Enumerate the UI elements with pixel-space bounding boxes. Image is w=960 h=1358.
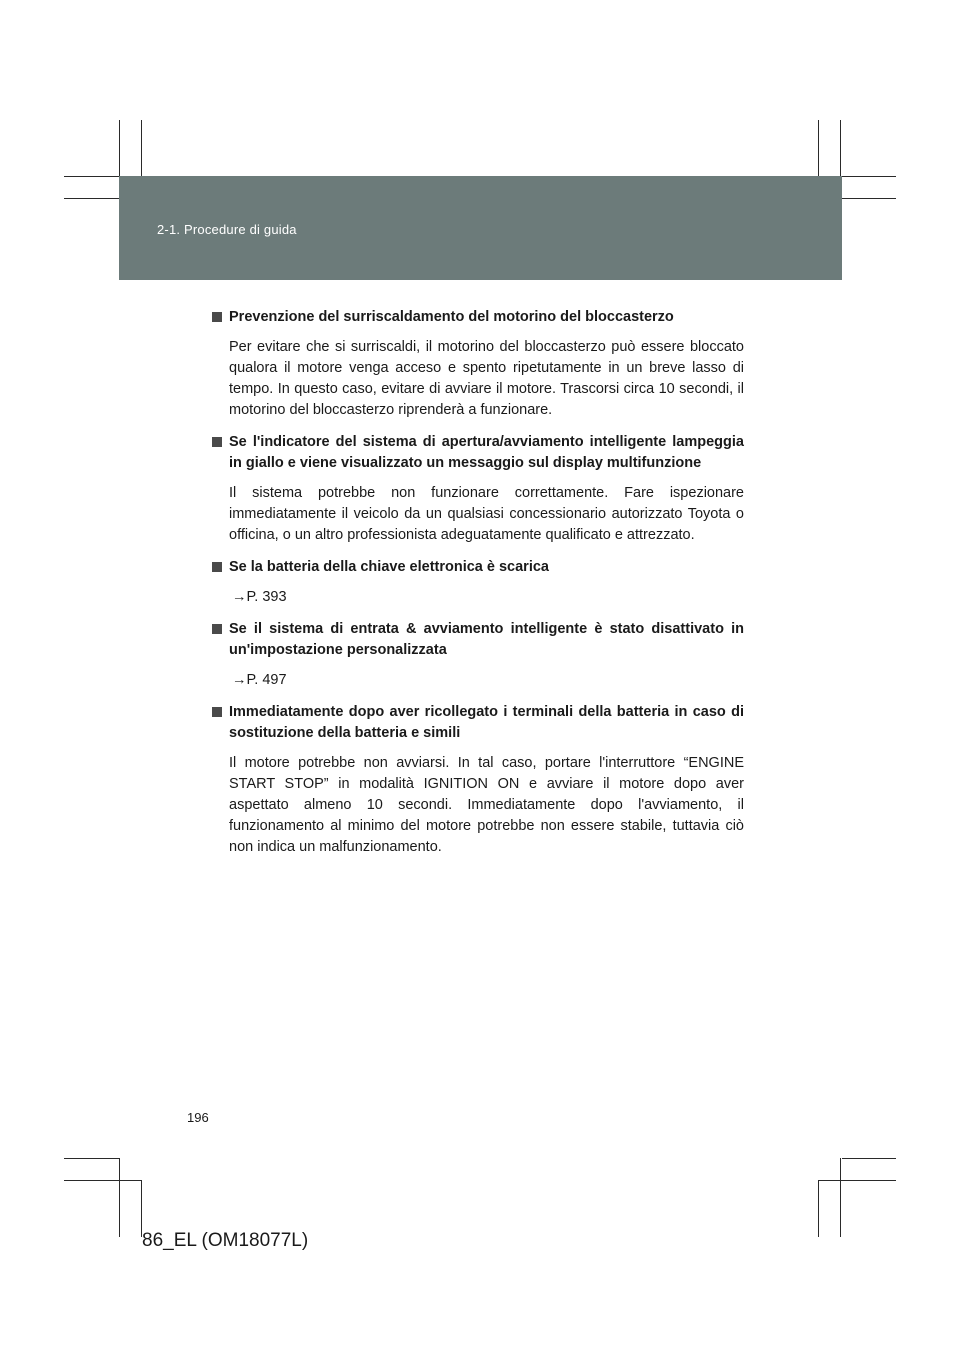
crop-mark <box>64 1180 141 1181</box>
crop-mark <box>64 198 119 199</box>
crop-mark <box>141 1180 142 1237</box>
section-title: 2-1. Procedure di guida <box>157 222 297 237</box>
page-reference: →P. 497 <box>232 672 287 688</box>
document-code: 86_EL (OM18077L) <box>142 1230 309 1251</box>
note-heading: Se l'indicatore del sistema di apertura/avviamento intelligente lampeggia in giallo e viene visualizzato un messaggio sul display multifunzione <box>212 432 744 474</box>
note-body: Per evitare che si surriscaldi, il motorino del bloccasterzo può essere bloccato qualora il motore venga acceso e spento ripetutamente in un breve lasso di tempo. In questo caso, evitare di avviare il motore. Trascorsi circa 10 secondi, il motorino del bloccasterzo riprenderà a funzionare. <box>229 339 744 418</box>
note-section <box>212 557 744 608</box>
note-body: Il sistema potrebbe non funzionare correttamente. Fare ispezionare immediatamente il veicolo da un qualsiasi concessionario autorizzato Toyota o officina, o un altro professionista adeguatamente qualificato e attrezzato. <box>229 485 744 543</box>
crop-mark <box>818 1180 819 1237</box>
page-number: 196 <box>187 1110 209 1125</box>
page-content <box>212 307 744 869</box>
crop-mark <box>842 176 896 177</box>
crop-mark <box>64 176 119 177</box>
note-heading: Se il sistema di entrata & avviamento intelligente è stato disattivato in un'impostazione personalizzata <box>212 619 744 661</box>
page-reference: →P. 393 <box>232 589 287 605</box>
crop-mark <box>840 1158 841 1237</box>
square-bullet-icon <box>212 624 222 634</box>
square-bullet-icon <box>212 437 222 447</box>
crop-mark <box>141 120 142 176</box>
crop-mark <box>818 1180 896 1181</box>
header-band <box>119 176 842 280</box>
crop-mark <box>840 120 841 176</box>
note-heading: Immediatamente dopo aver ricollegato i terminali della batteria in caso di sostituzione della batteria e simili <box>212 702 744 744</box>
square-bullet-icon <box>212 312 222 322</box>
square-bullet-icon <box>212 562 222 572</box>
note-section <box>212 619 744 691</box>
note-heading: Prevenzione del surriscaldamento del motorino del bloccasterzo <box>212 307 744 328</box>
note-section <box>212 702 744 858</box>
square-bullet-icon <box>212 707 222 717</box>
note-heading: Se la batteria della chiave elettronica è scarica <box>212 557 744 578</box>
crop-mark <box>64 1158 119 1159</box>
note-section <box>212 307 744 421</box>
crop-mark <box>842 1158 896 1159</box>
note-body: Il motore potrebbe non avviarsi. In tal caso, portare l'interruttore “ENGINE START STOP” in modalità IGNITION ON e avviare il motore dopo aver aspettato almeno 10 secondi. Immediatamente dopo l'avviamento, il funzionamento al minimo del motore potrebbe non essere stabile, tuttavia ciò non indica un malfunzionamento. <box>229 755 744 855</box>
crop-mark <box>818 120 819 176</box>
crop-mark <box>842 198 896 199</box>
crop-mark <box>119 1158 120 1237</box>
crop-mark <box>119 120 120 176</box>
note-section <box>212 432 744 546</box>
